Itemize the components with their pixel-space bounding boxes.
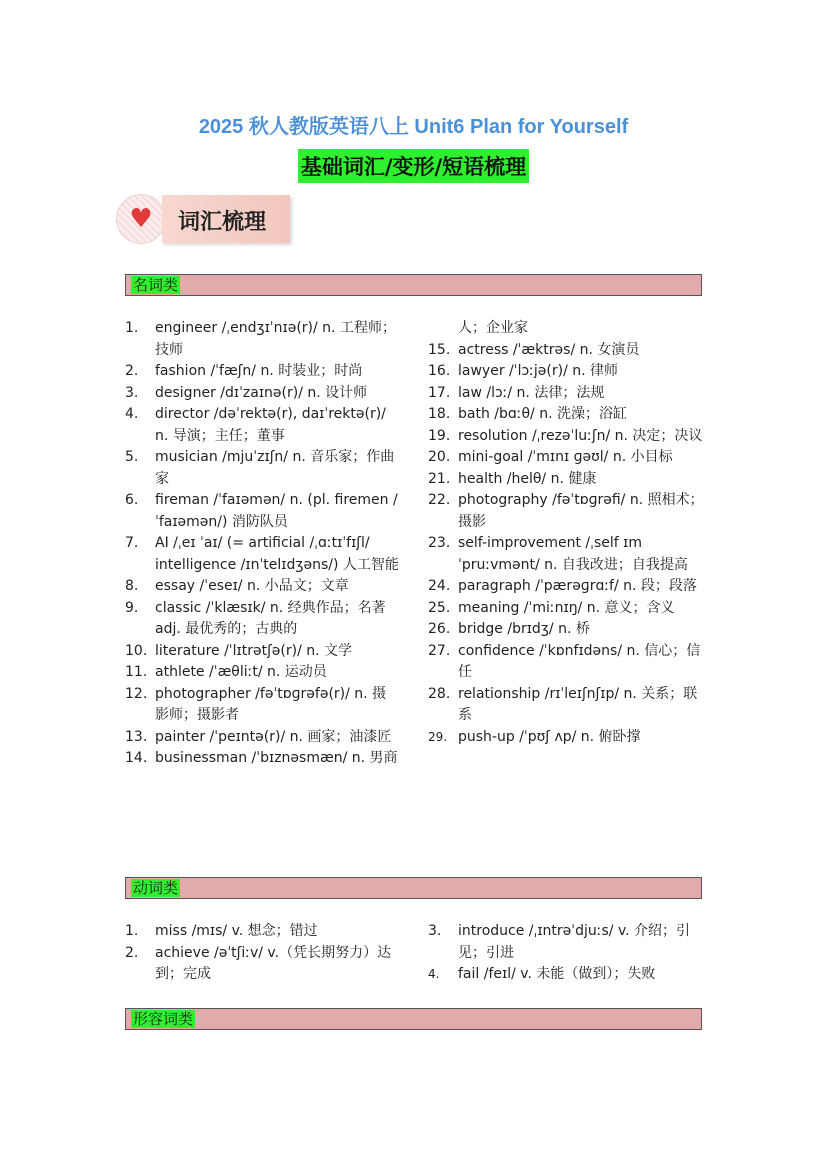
list-item: 3. introduce /ˌɪntrəˈdjuːs/ v. 介绍；引见；引进 bbox=[428, 923, 691, 961]
heart-icon: ♥ bbox=[129, 204, 153, 234]
list-item: 27. confidence /ˈkɒnfɪdəns/ n. 信心；信任 bbox=[428, 642, 701, 680]
section-bar-verbs bbox=[125, 877, 702, 899]
section-bar-adjectives bbox=[125, 1008, 702, 1030]
verbs-list-right bbox=[428, 921, 706, 986]
list-item: 23. self-improvement /ˌself ɪmˈpruːvmənt/ n. 自我改进；自我提高 bbox=[428, 535, 688, 573]
list-item: 7. AI /ˌeɪ ˈaɪ/ (= artificial /ˌɑːtɪˈfɪʃl/ intelligence /ɪnˈtelɪdʒəns/) 人工智能 bbox=[125, 535, 399, 573]
list-item: 24. paragraph /ˈpærəɡrɑːf/ n. 段；段落 bbox=[428, 578, 697, 594]
list-item: 10. literature /ˈlɪtrətʃə(r)/ n. 文学 bbox=[125, 642, 353, 659]
list-item: 4. director /dəˈrektə(r), daɪˈrektə(r)/ n. 导演；主任；董事 bbox=[125, 406, 386, 444]
verbs-list-left bbox=[125, 921, 400, 986]
list-item-continued: 人；企业家 bbox=[458, 320, 528, 336]
list-item: 2. fashion /ˈfæʃn/ n. 时装业；时尚 bbox=[125, 363, 363, 379]
vocab-banner bbox=[162, 195, 290, 243]
list-item: 9. classic /ˈklæsɪk/ n. 经典作品；名著 adj. 最优秀的；古典的 bbox=[125, 599, 386, 637]
nouns-list-left bbox=[125, 318, 400, 770]
list-item: 11. athlete /ˈæθliːt/ n. 运动员 bbox=[125, 664, 327, 680]
heart-badge bbox=[116, 194, 166, 244]
list-item: 28. relationship /rɪˈleɪʃnʃɪp/ n. 关系；联系 bbox=[428, 685, 698, 723]
list-item: 1. miss /mɪs/ v. 想念；错过 bbox=[125, 923, 318, 939]
section-label-nouns: 名词类 bbox=[133, 276, 179, 294]
list-item: 20. mini-goal /ˈmɪnɪ ɡəʊl/ n. 小目标 bbox=[428, 449, 673, 465]
list-item: 1. engineer /ˌendʒɪˈnɪə(r)/ n. 工程师；技师 bbox=[125, 320, 396, 358]
list-item: 6. fireman /ˈfaɪəmən/ n. (pl. firemen /ˈfaɪəmən/) 消防队员 bbox=[125, 492, 398, 530]
list-item: 8. essay /ˈeseɪ/ n. 小品文；文章 bbox=[125, 578, 349, 594]
list-item: 5. musician /mjuˈzɪʃn/ n. 音乐家；作曲家 bbox=[125, 449, 395, 487]
list-item: 22. photography /fəˈtɒɡrəfi/ n. 照相术；摄影 bbox=[428, 492, 704, 530]
list-item: 3. designer /dɪˈzaɪnə(r)/ n. 设计师 bbox=[125, 384, 368, 401]
list-item: 12. photographer /fəˈtɒɡrəfə(r)/ n. 摄影师；摄影者 bbox=[125, 685, 387, 723]
list-item: 21. health /helθ/ n. 健康 bbox=[428, 470, 597, 487]
vocab-banner-label: 词汇梳理 bbox=[178, 209, 267, 235]
list-item: 14. businessman /ˈbɪznəsmæn/ n. 男商 bbox=[125, 750, 398, 766]
list-item: 19. resolution /ˌrezəˈluːʃn/ n. 决定；决议 bbox=[428, 427, 703, 444]
list-item: 26. bridge /brɪdʒ/ n. 桥 bbox=[428, 621, 590, 637]
section-label-adjectives: 形容词类 bbox=[133, 1010, 194, 1028]
section-bar-nouns bbox=[125, 274, 702, 296]
page-subtitle: 基础词汇/变形/短语梳理 bbox=[298, 149, 529, 183]
list-item: 13. painter /ˈpeɪntə(r)/ n. 画家；油漆匠 bbox=[125, 728, 392, 745]
list-item: 29. push-up /ˈpʊʃ ʌp/ n. 俯卧撑 bbox=[428, 728, 641, 745]
list-item: 18. bath /bɑːθ/ n. 洗澡；浴缸 bbox=[428, 406, 627, 422]
list-item: 16. lawyer /ˈlɔːjə(r)/ n. 律师 bbox=[428, 363, 619, 379]
list-item: 4. fail /feɪl/ v. 未能（做到）；失败 bbox=[428, 966, 656, 982]
nouns-list-right bbox=[428, 318, 706, 748]
list-item: 2. achieve /əˈtʃiːv/ v.（凭长期努力）达到；完成 bbox=[125, 944, 392, 982]
list-item: 25. meaning /ˈmiːnɪŋ/ n. 意义；含义 bbox=[428, 599, 675, 616]
section-label-verbs: 动词类 bbox=[133, 879, 179, 897]
page-title: 2025 秋人教版英语八上 Unit6 Plan for Yourself bbox=[198, 116, 629, 138]
list-item: 17. law /lɔː/ n. 法律；法规 bbox=[428, 384, 605, 401]
list-item: 15. actress /ˈæktrəs/ n. 女演员 bbox=[428, 341, 640, 358]
